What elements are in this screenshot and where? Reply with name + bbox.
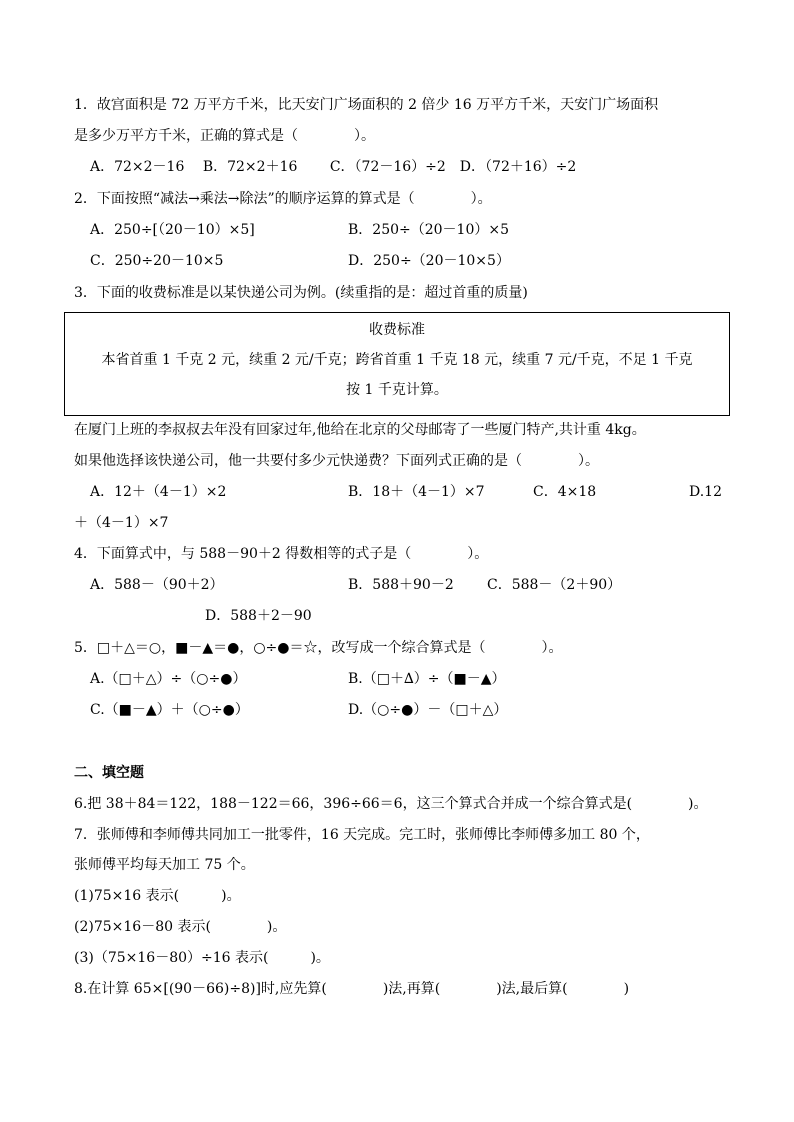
q2-stem: 2．下面按照“减法→乘法→除法”的顺序运算的算式是（ ）。: [74, 191, 492, 207]
q1-options: A．72×2－16 B．72×2＋16 C．（72－16）÷2 D．（72＋16）÷2: [90, 159, 577, 175]
q2-option-b: B．250÷（20－10）×5: [348, 222, 510, 238]
q3-context-line1: 在厦门上班的李叔叔去年没有回家过年,他给在北京的父母邮寄了一些厦门特产,共计重 4kg。: [74, 422, 646, 438]
q3-option-d-part2: ＋（4－1）×7: [74, 515, 169, 531]
q5-option-a: A.（□＋△）÷（○÷●）: [90, 671, 247, 687]
q7-stem-line1: 7．张师傅和李师傅共同加工一批零件，16 天完成。完工时，张师傅比李师傅多加工 80 个，: [74, 827, 650, 843]
q4-option-b: B．588＋90－2: [348, 577, 454, 593]
fee-standard-line1: 本省首重 1 千克 2 元，续重 2 元/千克；跨省首重 1 千克 18 元，续重 7 元/千克，不足 1 千克: [101, 352, 693, 368]
q3-option-c: C．4×18: [533, 484, 597, 500]
q2-option-d: D．250÷（20－10×5）: [348, 253, 510, 269]
q2-option-c: C．250÷20－10×5: [90, 253, 224, 269]
q5-option-d: D.（○÷●）－（□＋△）: [348, 702, 508, 718]
q4-option-c: C．588－（2＋90）: [487, 577, 622, 593]
q7-stem-line2: 张师傅平均每天加工 75 个。: [74, 857, 255, 873]
q7-sub1: (1)75×16 表示( )。: [74, 888, 241, 904]
q3-option-a: A．12＋（4－1）×2: [90, 484, 227, 500]
section-title-fill-in: 二、填空题: [74, 765, 144, 781]
q3-context-line2: 如果他选择该快递公司，他一共要付多少元快递费？下面列式正确的是（ ）。: [74, 453, 599, 469]
q1-stem-line1: 1．故宫面积是 72 万平方千米，比天安门广场面积的 2 倍少 16 万平方千米，天安门广场面积: [74, 97, 659, 113]
q3-option-b: B．18＋（4－1）×7: [348, 484, 485, 500]
q5-option-c: C.（■－▲）＋（○÷●）: [90, 702, 249, 718]
fee-standard-title: 收费标准: [369, 322, 425, 338]
q1-stem-line2: 是多少万平方千米，正确的算式是（ ）。: [74, 128, 375, 144]
q8-stem: 8.在计算 65×[(90－66)÷8)]时,应先算( )法,再算( )法,最后算( ): [74, 981, 630, 997]
fee-standard-box: [64, 312, 730, 416]
q3-option-d-part1: D.12: [689, 484, 722, 500]
q3-stem: 3．下面的收费标准是以某快递公司为例。(续重指的是：超过首重的质量): [74, 285, 528, 301]
q4-option-d: D．588＋2－90: [205, 608, 312, 624]
q5-option-b: B.（□＋∆）÷（■－▲）: [348, 671, 506, 687]
q5-stem: 5．□＋△＝○，■－▲＝●，○÷●＝☆，改写成一个综合算式是（ ）。: [74, 640, 563, 656]
q4-stem: 4．下面算式中，与 588－90＋2 得数相等的式子是（ ）。: [74, 546, 489, 562]
q7-sub2: (2)75×16－80 表示( )。: [74, 919, 287, 935]
q6-stem: 6.把 38＋84＝122，188－122＝66，396÷66＝6，这三个算式合并成一个综合算式是( )。: [74, 796, 708, 812]
q7-sub3: (3)（75×16－80）÷16 表示( )。: [74, 950, 330, 966]
fee-standard-line2: 按 1 千克计算。: [346, 382, 448, 398]
q4-option-a: A．588－（90＋2）: [90, 577, 224, 593]
q2-option-a: A．250÷[（20－10）×5]: [90, 222, 255, 238]
